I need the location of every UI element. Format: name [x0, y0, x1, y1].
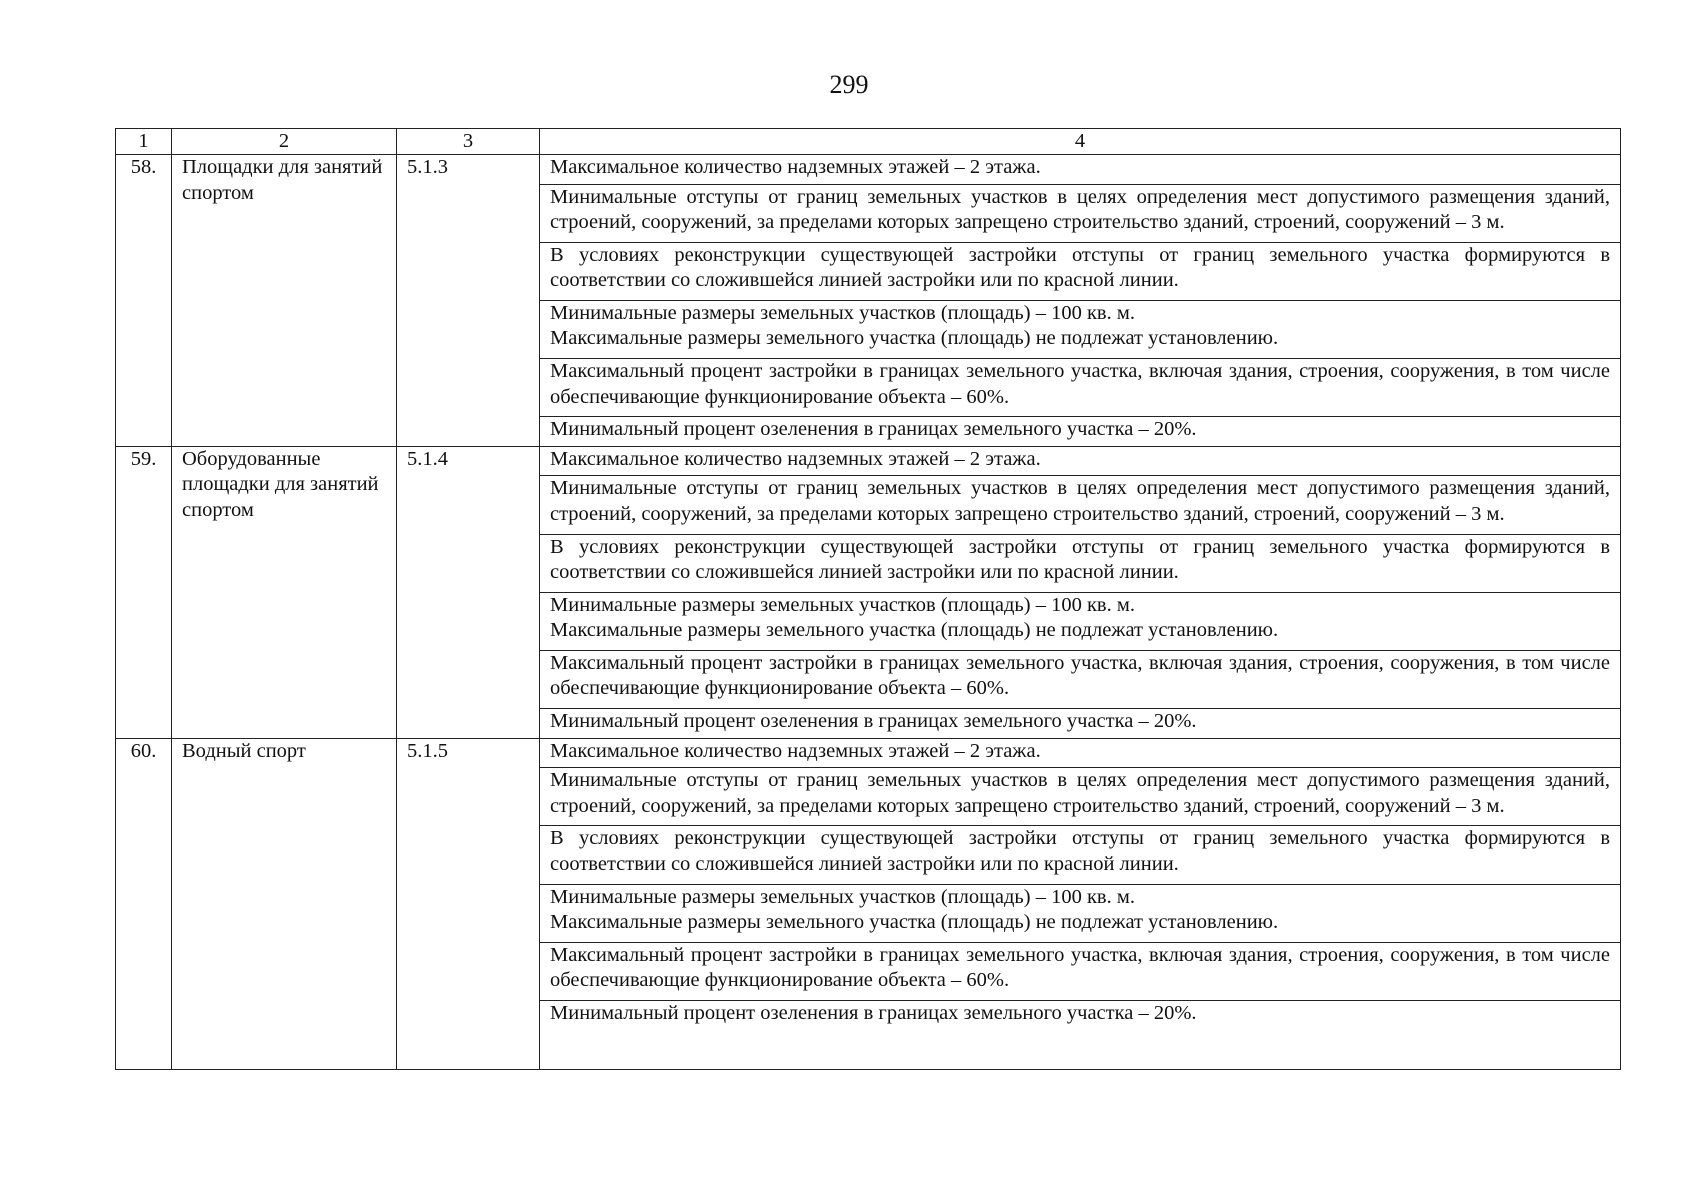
use-type-name-cell: Площадки для занятий спортом — [172, 155, 397, 447]
row-number-cell: 58. — [116, 155, 172, 447]
use-type-code-cell: 5.1.3 — [397, 155, 540, 447]
parameter-cell: В условиях реконструкции существующей застройки отступы от границ земельного участка формируются в соответствии со сложившейся линией застройки или по красной линии. — [540, 534, 1621, 592]
parameter-cell: Минимальные размеры земельных участков (площадь) – 100 кв. м. Максимальные размеры земельного участка (площадь) не подлежат установлению. — [540, 592, 1621, 650]
table-row — [116, 446, 1621, 476]
use-type-name-cell: Оборудованные площадки для занятий спортом — [172, 446, 397, 738]
parameter-cell: Максимальное количество надземных этажей – 2 этажа. — [540, 155, 1621, 185]
parameter-cell: Максимальный процент застройки в границах земельного участка, включая здания, строения, сооружения, в том числе обеспечивающие функционирование объекта – 60%. — [540, 650, 1621, 708]
parameter-cell: Максимальное количество надземных этажей – 2 этажа. — [540, 738, 1621, 768]
row-number-cell: 60. — [116, 738, 172, 1069]
parameter-cell: Максимальный процент застройки в границах земельного участка, включая здания, строения, сооружения, в том числе обеспечивающие функционирование объекта – 60%. — [540, 942, 1621, 1000]
parameter-cell: Минимальные размеры земельных участков (площадь) – 100 кв. м. Максимальные размеры земельного участка (площадь) не подлежат установлению. — [540, 300, 1621, 358]
table-row — [116, 155, 1621, 185]
parameter-cell: Минимальный процент озеленения в границах земельного участка – 20%. — [540, 417, 1621, 447]
parameter-cell: Максимальное количество надземных этажей – 2 этажа. — [540, 446, 1621, 476]
row-number-cell: 59. — [116, 446, 172, 738]
parameter-cell: Минимальный процент озеленения в границах земельного участка – 20%. — [540, 1001, 1621, 1070]
parameter-cell: Минимальные размеры земельных участков (площадь) – 100 кв. м. Максимальные размеры земельного участка (площадь) не подлежат установлению. — [540, 884, 1621, 942]
parameter-cell: В условиях реконструкции существующей застройки отступы от границ земельного участка формируются в соответствии со сложившейся линией застройки или по красной линии. — [540, 242, 1621, 300]
column-header: 3 — [397, 129, 540, 155]
parameter-cell: Минимальные отступы от границ земельных участков в целях определения мест допустимого размещения зданий, строений, сооружений, за пределами которых запрещено строительство зданий, строений, сооружений – 3 м. — [540, 184, 1621, 242]
column-header: 1 — [116, 129, 172, 155]
land-use-regulations-table — [115, 128, 1621, 1070]
parameter-cell: Минимальный процент озеленения в границах земельного участка – 20%. — [540, 709, 1621, 739]
table-header-row — [116, 129, 1621, 155]
column-header: 2 — [172, 129, 397, 155]
parameter-cell: Минимальные отступы от границ земельных участков в целях определения мест допустимого размещения зданий, строений, сооружений, за пределами которых запрещено строительство зданий, строений, сооружений – 3 м. — [540, 768, 1621, 826]
use-type-code-cell: 5.1.4 — [397, 446, 540, 738]
use-type-code-cell: 5.1.5 — [397, 738, 540, 1069]
parameter-cell: Минимальные отступы от границ земельных участков в целях определения мест допустимого размещения зданий, строений, сооружений, за пределами которых запрещено строительство зданий, строений, сооружений – 3 м. — [540, 476, 1621, 534]
parameter-cell: В условиях реконструкции существующей застройки отступы от границ земельного участка формируются в соответствии со сложившейся линией застройки или по красной линии. — [540, 826, 1621, 884]
parameter-cell: Максимальный процент застройки в границах земельного участка, включая здания, строения, сооружения, в том числе обеспечивающие функционирование объекта – 60%. — [540, 359, 1621, 417]
page-number: 299 — [829, 70, 869, 99]
use-type-name-cell: Водный спорт — [172, 738, 397, 1069]
table-row — [116, 738, 1621, 768]
column-header: 4 — [540, 129, 1621, 155]
